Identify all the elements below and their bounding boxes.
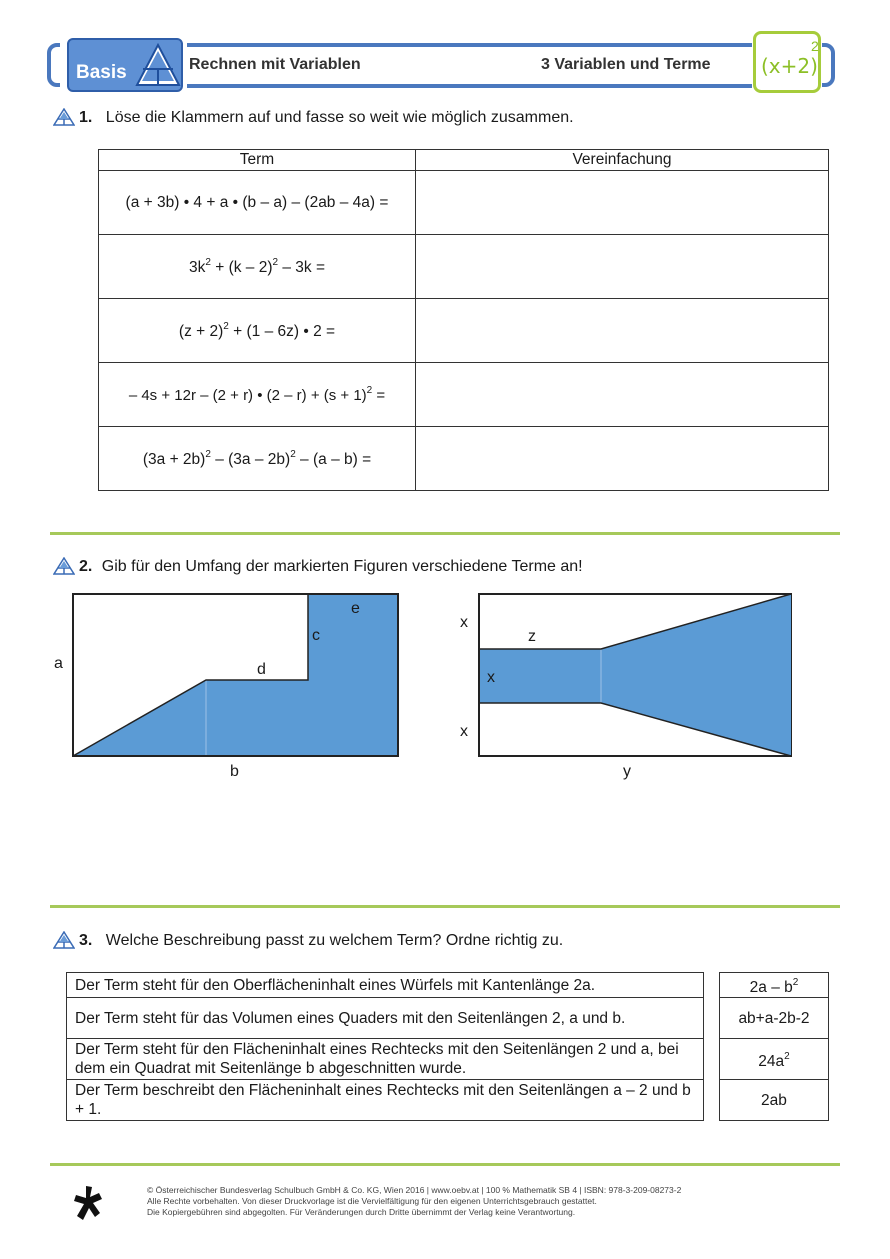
task2-number: 2. [79, 558, 93, 575]
task1-instruction: Löse die Klammern auf und fasse so weit wie möglich zusammen. [105, 109, 574, 126]
footer-copyright [147, 1185, 681, 1218]
exponent: 2 [205, 448, 211, 460]
table-row [99, 235, 829, 299]
header-line-bottom [187, 84, 752, 88]
term-cell [719, 1039, 828, 1080]
footer-line: Alle Rechte vorbehalten. Von dieser Druckvorlage ist die Vervielfältigung für den eigenen Unterrichtsgebrauch gestattet. [147, 1196, 597, 1206]
term-part: – (a – b) = [295, 450, 372, 468]
difficulty-icon [53, 931, 75, 949]
simplification-table [98, 149, 829, 491]
answer-cell[interactable] [416, 299, 829, 363]
task3-heading [79, 932, 563, 950]
matching-gap [703, 973, 719, 1121]
description-cell: Der Term steht für das Volumen eines Quaders mit den Seitenlängen 2, a und b. [67, 998, 704, 1039]
term-part: – 4s + 12r – (2 + r) • (2 – r) + (s + 1) [128, 387, 367, 404]
footer-line: © Österreichischer Bundesverlag Schulbuch GmbH & Co. KG, Wien 2016 | www.oebv.at | 100 % Mathematik SB 4 | ISBN: 978-3-209-08273-2 [147, 1185, 682, 1195]
term-cell [99, 363, 416, 427]
table-row [99, 427, 829, 491]
table-row [67, 973, 829, 998]
term-part: 3k [188, 258, 206, 276]
answer-cell[interactable] [416, 171, 829, 235]
exponent: 2 [784, 1051, 790, 1062]
label-x-top: x [460, 614, 468, 631]
term-part: (3a + 2b) [142, 450, 206, 468]
column-header-simplification: Vereinfachung [416, 150, 829, 171]
section-divider [50, 1163, 840, 1166]
exponent: 2 [272, 256, 279, 268]
term-part: – 3k = [278, 258, 326, 276]
label-z: z [528, 628, 536, 645]
label-y: y [623, 763, 631, 780]
formula-logo [753, 31, 821, 93]
label-d: d [257, 661, 266, 678]
section-divider [50, 532, 840, 535]
label-x-bottom: x [460, 723, 468, 740]
label-c: c [312, 627, 320, 644]
term-part: – (3a – 2b) [210, 450, 291, 468]
description-cell: Der Term steht für den Oberflächeninhalt eines Würfels mit Kantenlänge 2a. [67, 973, 704, 998]
basis-label: Basis [76, 62, 127, 83]
term-cell [719, 1080, 828, 1121]
header-line-top [187, 43, 752, 47]
chapter-title: 3 Variablen und Terme [541, 56, 711, 73]
topic-title: Rechnen mit Variablen [189, 56, 361, 73]
description-cell: Der Term steht für den Flächeninhalt eines Rechtecks mit den Seitenlängen 2 und a, bei dem ein Quadrat mit Seitenlänge b abgeschnitten wurde. [67, 1039, 704, 1080]
term-cell [99, 235, 416, 299]
logo-exponent: 2 [811, 38, 819, 54]
basis-badge [67, 38, 183, 92]
logo-formula: (x+2) [761, 54, 818, 78]
exponent: 2 [205, 256, 211, 268]
answer-cell[interactable] [416, 427, 829, 491]
term-cell [99, 171, 416, 235]
term-part: = [372, 387, 386, 404]
term-part: + (1 – 6z) • 2 = [228, 322, 336, 340]
term-text: 2ab [761, 1091, 787, 1109]
term-text: 2a – b [749, 979, 793, 996]
exponent: 2 [366, 385, 373, 396]
label-b: b [230, 763, 239, 780]
matching-table [66, 972, 829, 1121]
publisher-logo-icon [72, 1184, 108, 1222]
task2-instruction: Gib für den Umfang der markierten Figuren verschiedene Terme an! [101, 558, 583, 575]
pyramid-icon [135, 43, 181, 87]
exponent: 2 [290, 448, 296, 460]
label-a: a [54, 655, 63, 672]
label-x-middle: x [487, 669, 495, 686]
label-e: e [351, 600, 360, 617]
difficulty-icon [53, 108, 75, 126]
difficulty-icon [53, 557, 75, 575]
task3-number: 3. [79, 932, 93, 949]
section-divider [50, 905, 840, 908]
column-header-term: Term [99, 150, 416, 171]
answer-cell[interactable] [416, 235, 829, 299]
table-row [99, 299, 829, 363]
answer-cell[interactable] [416, 363, 829, 427]
exponent: 2 [223, 320, 229, 332]
figure-2-shape [477, 593, 793, 759]
task1-heading [79, 109, 574, 127]
term-cell [719, 973, 828, 998]
term-text: 24a [758, 1053, 785, 1070]
task3-instruction: Welche Beschreibung passt zu welchem Term? Ordne richtig zu. [105, 932, 564, 949]
term-cell [719, 998, 828, 1039]
table-row [99, 171, 829, 235]
term-text: ab+a-2b-2 [738, 1009, 810, 1027]
description-cell: Der Term beschreibt den Flächeninhalt eines Rechtecks mit den Seitenlängen a – 2 und b + 1. [67, 1080, 704, 1121]
term-cell [99, 299, 416, 363]
footer-line: Die Kopiergebühren sind abgegolten. Für Veränderungen durch Dritte übernimmt der Verlag keine Verantwortung. [147, 1207, 576, 1217]
term-part: + (k – 2) [210, 258, 273, 276]
term-text: (a + 3b) • 4 + a • (b – a) – (2ab – 4a) = [125, 193, 389, 211]
term-cell [99, 427, 416, 491]
task1-number: 1. [79, 109, 93, 126]
exponent: 2 [792, 977, 799, 988]
term-part: (z + 2) [178, 322, 224, 340]
task2-heading [79, 558, 583, 576]
table-row [99, 363, 829, 427]
